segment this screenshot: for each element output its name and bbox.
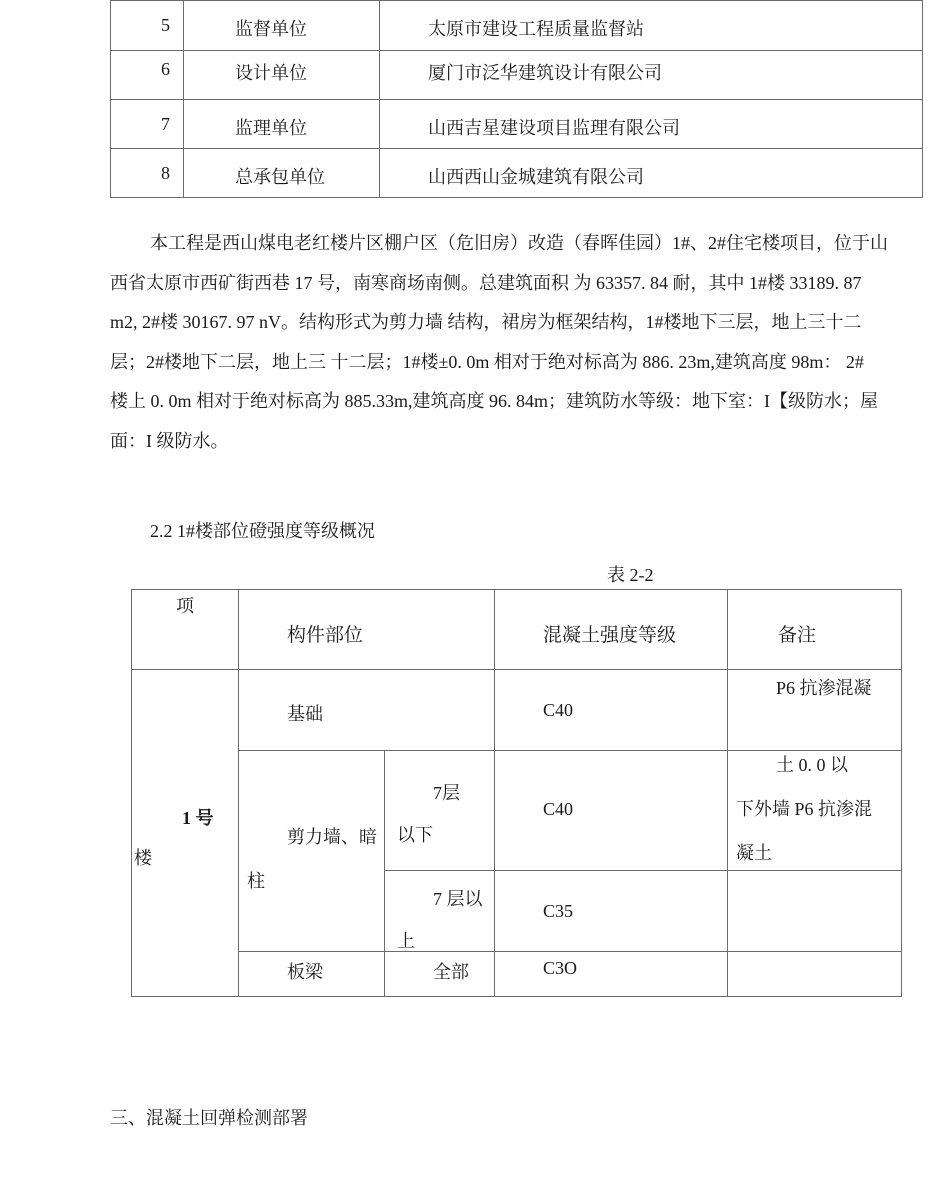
- row-number: 7: [161, 114, 170, 134]
- row-number: 5: [161, 15, 170, 35]
- unit-name: 厦门市泛华建筑设计有限公司: [428, 63, 662, 83]
- unit-role: 监理单位: [235, 118, 307, 138]
- table-row: [132, 952, 902, 997]
- project-description: [110, 224, 925, 461]
- note-wall-line3: 凝土: [736, 843, 772, 863]
- unit-name: 山西西山金城建筑有限公司: [428, 167, 644, 187]
- grade-slab: C3O: [543, 958, 578, 978]
- units-table: [110, 0, 923, 198]
- paragraph-line: 本工程是西山煤电老红楼片区棚户区（危旧房）改造（春晖佳园）1#、2#住宅楼项目，位于山: [150, 233, 888, 253]
- table-row: [132, 670, 902, 751]
- table-caption: 表 2-2: [607, 565, 654, 585]
- header-part: 构件部位: [287, 625, 364, 646]
- table-row: [111, 1, 923, 51]
- table-row: [111, 51, 923, 100]
- floor-above-7: 7 层以: [433, 889, 483, 909]
- floor-above-7-cont: 上: [397, 931, 415, 951]
- unit-role: 总承包单位: [235, 167, 325, 187]
- row-number: 6: [161, 59, 170, 79]
- table-row: [111, 100, 923, 149]
- paragraph-line: 层；2#楼地下二层，地上三 十二层；1#楼±0. 0m 相对于绝对标高为 886. 23m,建筑高度 98m： 2#: [110, 351, 864, 372]
- part-shear-wall-cont: 柱: [247, 871, 265, 891]
- grade-foundation: C40: [543, 700, 574, 720]
- paragraph-line: 西省太原市西矿街西巷 17 号，南寒商场南侧。总建筑面积 为 63357. 84 耐，其中 1#楼 33189. 87: [110, 272, 862, 293]
- paragraph-line: 楼上 0. 0m 相对于绝对标高为 885.33m,建筑高度 96. 84m；建筑防水等级：地下室：I【级防水；屋: [110, 391, 878, 411]
- floor-below-7: 7层: [433, 783, 460, 803]
- building-label-cont: 楼: [134, 848, 152, 868]
- unit-name: 太原市建设工程质量监督站: [428, 19, 644, 39]
- paragraph-line: m2, 2#楼 30167. 97 nV。结构形式为剪力墙 结构，裙房为框架结构，1#楼地下三层，地上三十二: [110, 312, 862, 332]
- table-row: [111, 149, 923, 198]
- header-note: 备注: [778, 625, 817, 646]
- part-slab-beam: 板梁: [287, 962, 323, 982]
- unit-name: 山西吉星建设项目监理有限公司: [428, 118, 680, 138]
- note-wall-line2: 下外墙 P6 抗渗混: [736, 799, 873, 819]
- table-row: [132, 751, 902, 871]
- part-foundation: 基础: [287, 704, 323, 724]
- paragraph-line: 面：I 级防水。: [110, 430, 229, 451]
- unit-role: 监督单位: [235, 19, 307, 39]
- grade-above-7: C35: [543, 901, 574, 921]
- unit-role: 设计单位: [235, 63, 307, 83]
- section-heading: 三、混凝土回弹检测部署: [110, 1108, 308, 1128]
- concrete-grade-table: [131, 589, 902, 997]
- building-label: 1 号: [182, 808, 214, 828]
- part-shear-wall: 剪力墙、暗: [287, 827, 377, 847]
- grade-below-7: C40: [543, 799, 574, 819]
- row-number: 8: [161, 163, 170, 183]
- floor-below-7-cont: 以下: [397, 825, 433, 845]
- table-header-row: [132, 590, 902, 670]
- note-wall-line1: 土 0. 0 以: [776, 755, 848, 775]
- note-foundation: P6 抗渗混凝: [776, 678, 872, 698]
- header-item: 项: [176, 596, 194, 616]
- header-grade: 混凝土强度等级: [543, 625, 677, 646]
- floor-slab-all: 全部: [433, 962, 469, 982]
- section-heading: 2.2 1#楼部位磴强度等级概况: [150, 521, 375, 541]
